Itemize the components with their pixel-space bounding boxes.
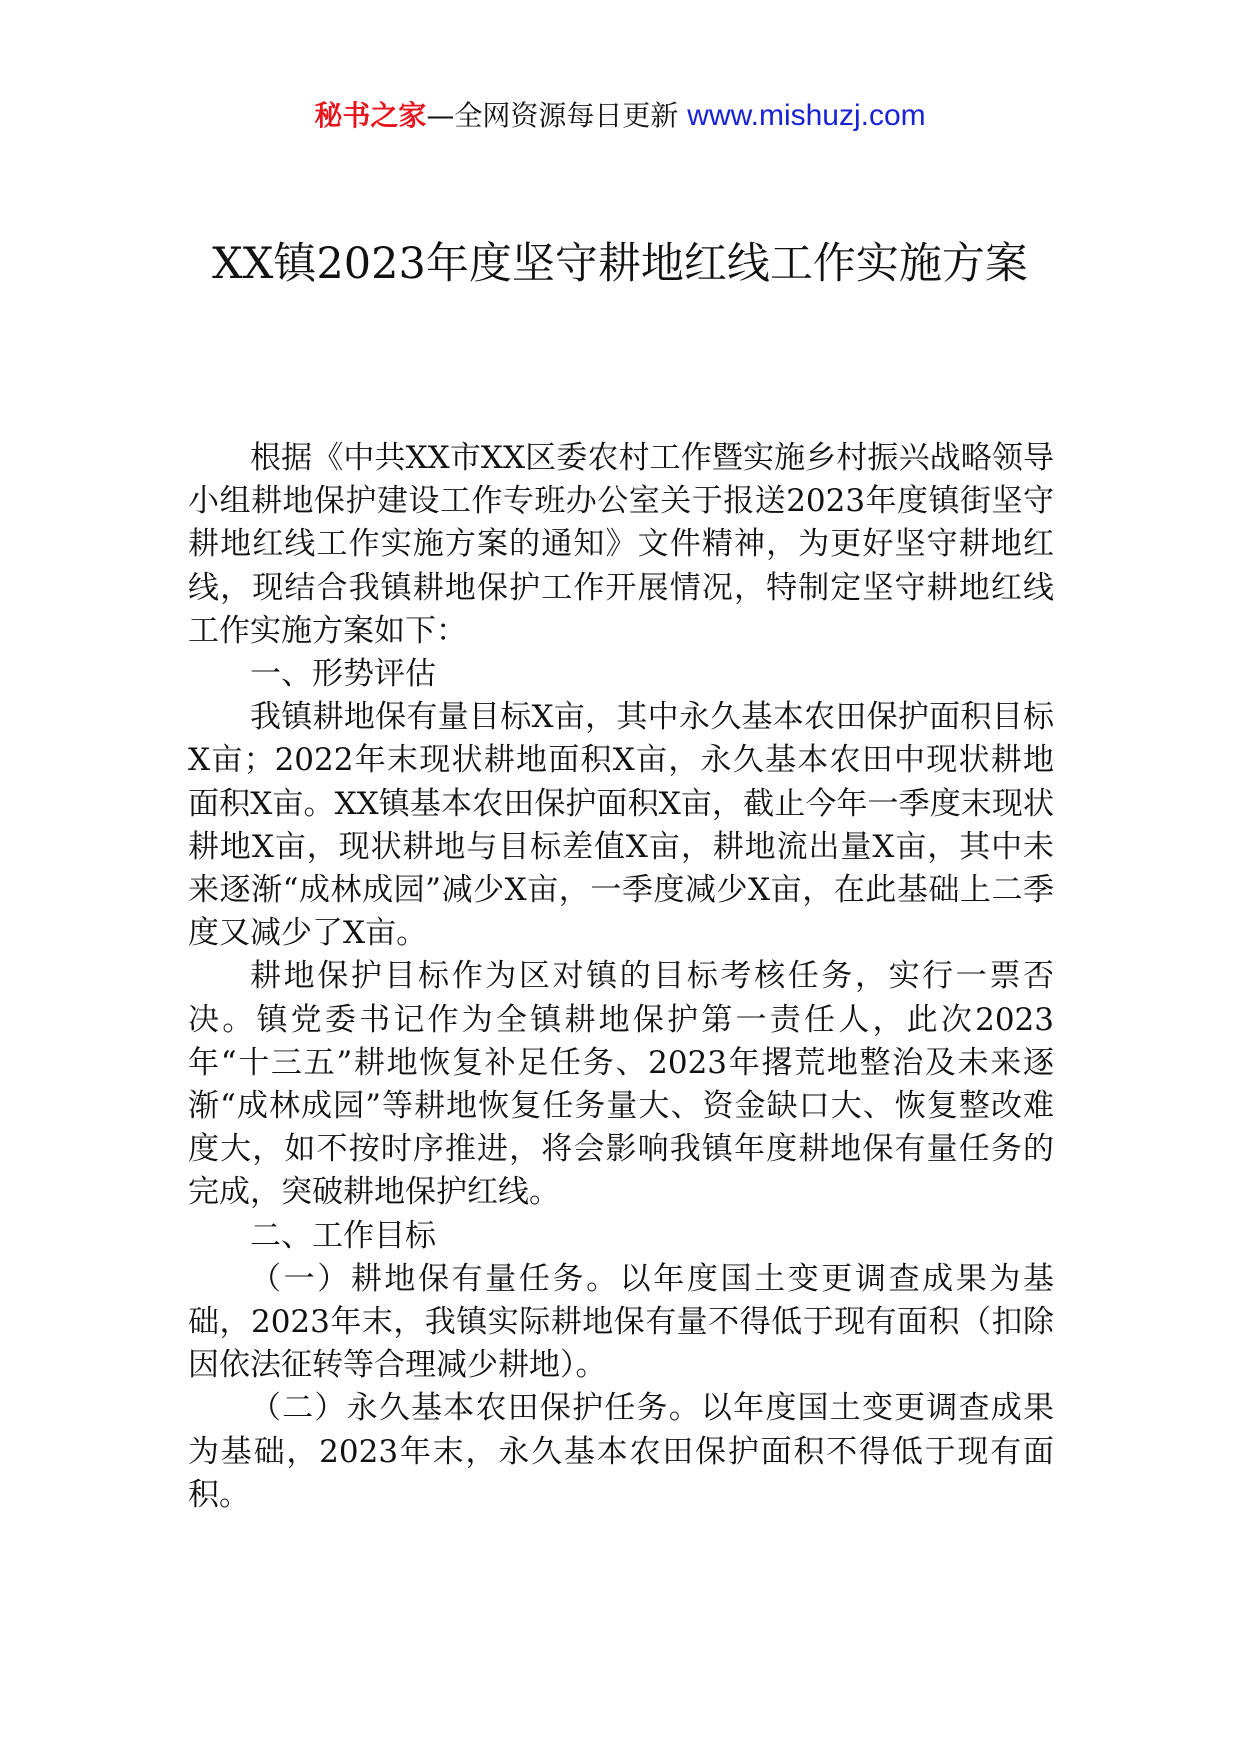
body-paragraph: 耕地保护目标作为区对镇的目标考核任务，实行一票否决。镇党委书记作为全镇耕地保护第一责任人，此次2023年“十三五”耕地恢复补足任务、2023年撂荒地整治及未来逐渐“成林成园”等耕地恢复任务量大、资金缺口大、恢复整改难度大，如不按时序推进，将会影响我镇年度耕地保有量任务的完成，突破耕地保护红线。 [188,958,1054,1211]
document-title: XX镇2023年度坚守耕地红线工作实施方案 [212,239,1028,289]
section-heading-goals: 二、工作目标 [250,1217,436,1254]
goal-item-2: （二）永久基本农田保护任务。以年度国土变更调查成果为基础，2023年末，永久基本农田保护面积不得低于现有面积。 [188,1390,1054,1513]
banner-slogan: —全网资源每日更新 [426,99,679,132]
site-banner [0,96,1240,136]
goal-item-1: （一）耕地保有量任务。以年度国土变更调查成果为基础，2023年末，我镇实际耕地保有量不得低于现有面积（扣除因依法征转等合理减少耕地）。 [188,1260,1054,1384]
body-paragraph: 我镇耕地保有量目标X亩，其中永久基本农田保护面积目标X亩；2022年末现状耕地面积X亩，永久基本农田中现状耕地面积X亩。XX镇基本农田保护面积X亩，截止今年一季度末现状耕地X亩，现状耕地与目标差值X亩，耕地流出量X亩，其中未来逐渐“成林成园”减少X亩，一季度减少X亩，在此基础上二季度又减少了X亩。 [188,699,1054,952]
brand-name: 秘书之家 [314,99,427,132]
section-heading-situation: 一、形势评估 [250,656,436,693]
intro-paragraph: 根据《中共XX市XX区委农村工作暨实施乡村振兴战略领导小组耕地保护建设工作专班办公室关于报送2023年度镇街坚守耕地红线工作实施方案的通知》文件精神，为更好坚守耕地红线，现结合我镇耕地保护工作开展情况，特制定坚守耕地红线工作实施方案如下： [188,440,1054,649]
site-url[interactable]: www.mishuzj.com [687,99,926,132]
document-body [188,437,1054,1517]
